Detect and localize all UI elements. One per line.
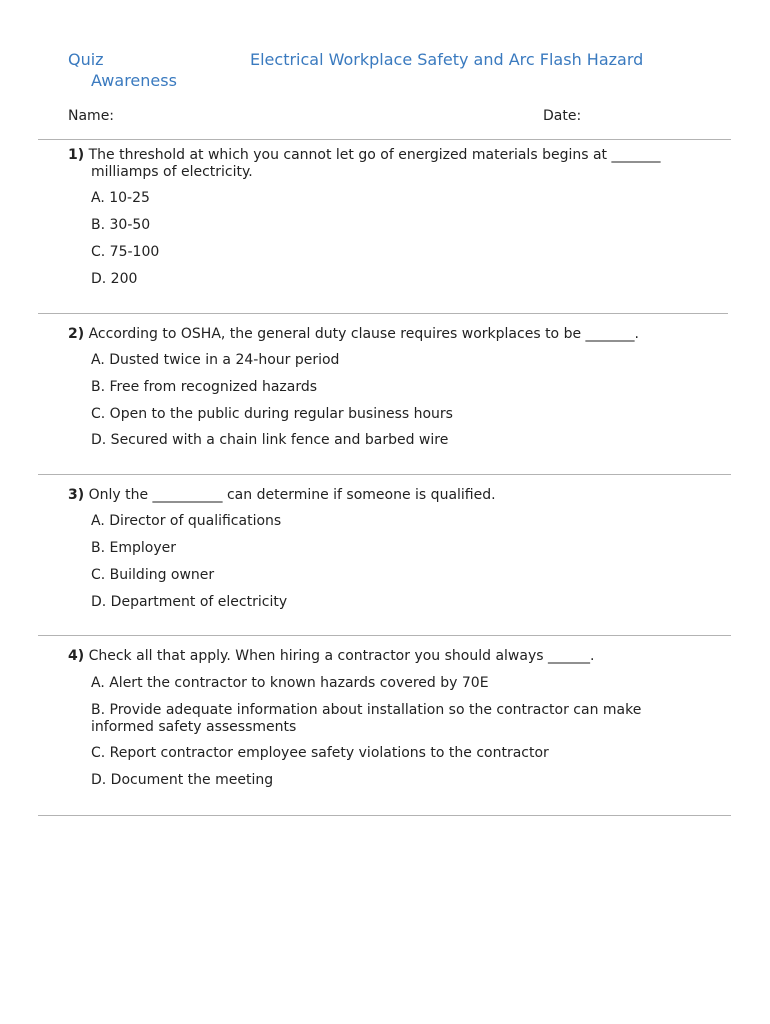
document-title-continued: Awareness [91,71,177,90]
option-4b[interactable]: B. Provide adequate information about installation so the contractor can make informed safety assessments [91,702,642,735]
option-3a[interactable]: A. Director of qualifications [91,513,282,529]
option-1b[interactable]: B. 30-50 [91,217,151,233]
question-text: The threshold at which you cannot let go of energized materials begins at _______ [88,147,661,163]
question-text-continued: milliamps of electricity. [91,164,253,180]
option-2a[interactable]: A. Dusted twice in a 24-hour period [91,352,340,368]
option-4a[interactable]: A. Alert the contractor to known hazards covered by 70E [91,675,489,691]
question-number: 4) [68,648,85,664]
option-1a[interactable]: A. 10-25 [91,190,150,206]
date-label: Date: [543,108,582,124]
option-1d[interactable]: D. 200 [91,271,138,287]
question-text: According to OSHA, the general duty clause requires workplaces to be _______. [88,326,639,342]
header-divider [38,139,731,140]
option-4d[interactable]: D. Document the meeting [91,772,274,788]
option-2c[interactable]: C. Open to the public during regular business hours [91,406,453,422]
quiz-label: Quiz [68,50,104,69]
question-1 [68,147,668,181]
question-divider [38,635,731,636]
name-label: Name: [68,108,115,124]
question-text: Only the __________ can determine if someone is qualified. [88,487,496,503]
question-number: 3) [68,487,85,503]
option-4c[interactable]: C. Report contractor employee safety violations to the contractor [91,745,549,761]
option-2b[interactable]: B. Free from recognized hazards [91,379,318,395]
question-divider [38,474,731,475]
question-divider [38,815,731,816]
question-number: 1) [68,147,85,163]
question-text: Check all that apply. When hiring a contractor you should always ______. [88,648,595,664]
option-3d[interactable]: D. Department of electricity [91,594,288,610]
option-3c[interactable]: C. Building owner [91,567,215,583]
option-3b[interactable]: B. Employer [91,540,176,556]
question-3 [68,487,668,504]
question-2 [68,326,668,343]
question-divider [38,313,728,314]
option-2d[interactable]: D. Secured with a chain link fence and barbed wire [91,432,449,448]
question-4 [68,648,668,665]
question-number: 2) [68,326,85,342]
option-1c[interactable]: C. 75-100 [91,244,160,260]
document-title: Electrical Workplace Safety and Arc Flash Hazard [250,50,644,69]
